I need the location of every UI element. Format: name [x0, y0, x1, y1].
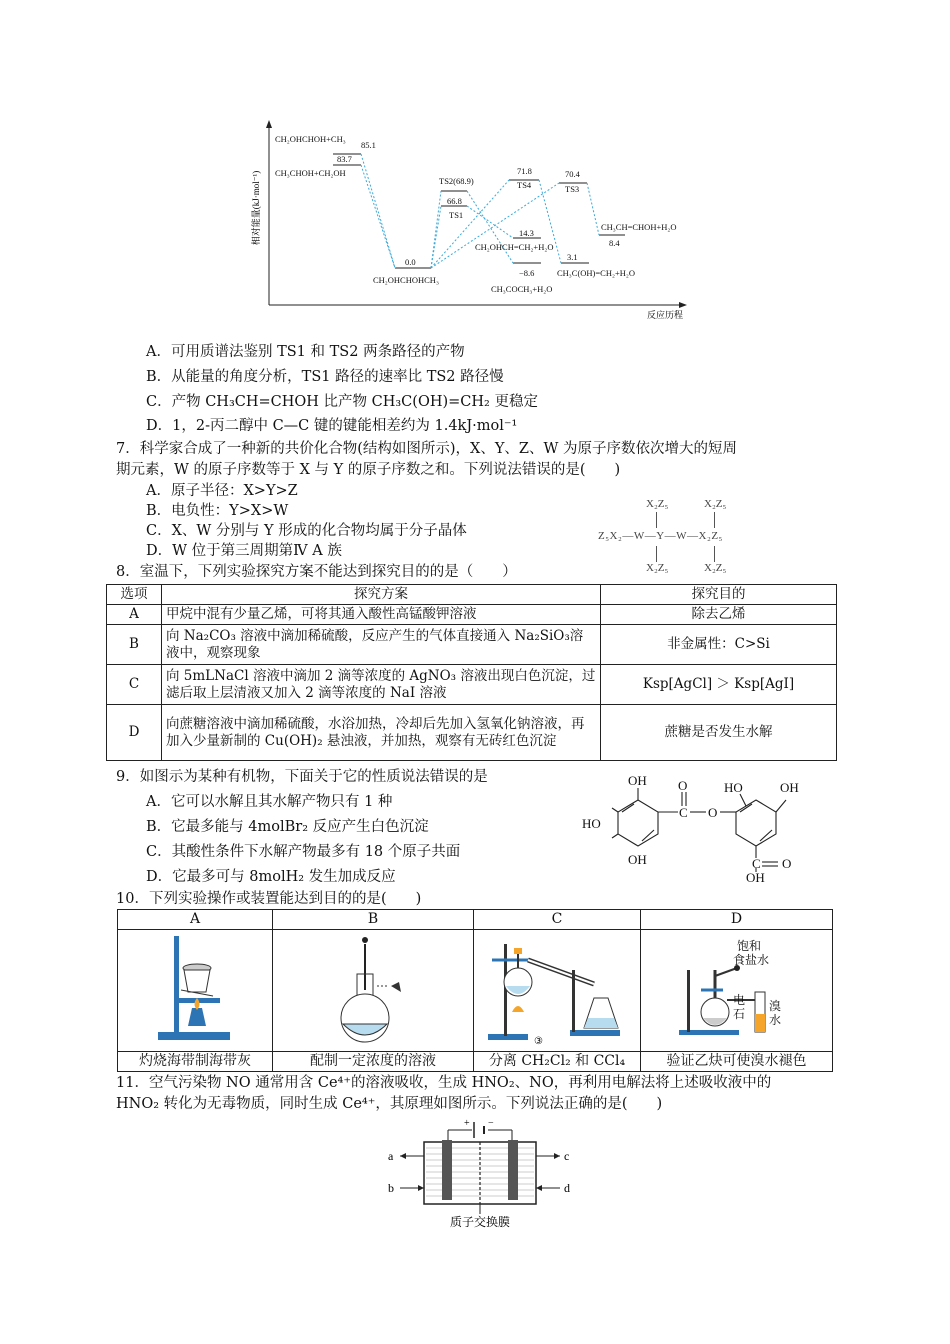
q9-molecule [578, 772, 818, 884]
apparatus-b [273, 930, 474, 1052]
acid-oh: OH [746, 870, 765, 884]
q9-stem: 9．如图示为某种有机物，下面关于它的性质说法错误的是 [116, 769, 488, 785]
label-p84: CH₃CH=CHOH+H₂O [601, 222, 677, 232]
battery-minus: − [488, 1118, 494, 1129]
label-v14: 14.3 [519, 228, 534, 238]
carbonyl-o: O [678, 778, 688, 793]
d-label-br-1: 溴 [769, 999, 782, 1013]
label-v71: 71.8 [517, 166, 532, 176]
q8-table [106, 584, 837, 761]
label-v31: 3.1 [567, 252, 578, 262]
q10-table [117, 909, 833, 1072]
label-p31: CH₃C(OH)=CH₂+H₂O [557, 268, 635, 278]
label-ts4: TS4 [517, 180, 532, 190]
cell: C [107, 665, 162, 705]
q10-header-b: B [273, 910, 474, 930]
d-label-br-2: 水 [769, 1013, 782, 1027]
q8-header-option: 选项 [107, 585, 162, 605]
struct-bottom-right: X₂Z₅ [704, 562, 727, 574]
cell: A [107, 605, 162, 625]
acid-c: C [752, 856, 761, 871]
struct-bond-bottom-left [656, 546, 657, 562]
q11-stem-1: 11．空气污染物 NO 通常用含 Ce⁴⁺的溶液吸收，生成 HNO₂、NO，再利用电解法将上述吸收液中的 [116, 1075, 772, 1091]
cell: 非金属性：C>Si [601, 625, 837, 665]
label-a: a [388, 1149, 394, 1163]
label-v84: 8.4 [609, 238, 620, 248]
q6-option-b: B．从能量的角度分析，TS1 路径的速率比 TS2 路径慢 [146, 369, 504, 385]
table-row [107, 605, 837, 625]
q9-option-a: A．它可以水解且其水解产物只有 1 种 [146, 794, 393, 810]
struct-top-right: X₂Z₅ [704, 498, 727, 510]
caption-a: 灼烧海带制海带灰 [118, 1052, 273, 1072]
q7-option-b: B．电负性：Y>X>W [146, 503, 289, 519]
cell: D [107, 705, 162, 761]
cell: 甲烷中混有少量乙烯，可将其通入酸性高锰酸钾溶液 [162, 605, 601, 625]
label-start-bottom: CH₃CHOH+CH₂OH [275, 168, 346, 178]
q6-option-c: C．产物 CH₃CH=CHOH 比产物 CH₃C(OH)=CH₂ 更稳定 [146, 394, 538, 410]
q10-header-a: A [118, 910, 273, 930]
cell: 向 Na₂CO₃ 溶液中滴加稀硫酸，反应产生的气体直接通入 Na₂SiO₃溶液中，观察现象 [162, 625, 601, 665]
cell: 向蔗糖溶液中滴加稀硫酸，水浴加热，冷却后先加入氢氧化钠溶液，再加入少量新制的 Cu(OH)₂ 悬浊液，并加热，观察有无砖红色沉淀 [162, 705, 601, 761]
label-v83: 83.7 [337, 154, 352, 164]
q7-option-c: C．X、W 分别与 Y 形成的化合物均属于分子晶体 [146, 523, 467, 539]
d-label-stone-1: 电 [733, 993, 746, 1007]
ho-left: HO [582, 816, 601, 831]
x-axis-label: 反应历程 [646, 310, 684, 320]
struct-bond-top-right [714, 512, 715, 528]
label-c: c [564, 1149, 570, 1163]
apparatus-a [118, 930, 273, 1052]
q9-option-c: C．其酸性条件下水解产物最多有 18 个原子共面 [146, 844, 461, 860]
label-v66: 66.8 [447, 196, 462, 206]
q7-option-d: D．W 位于第三周期第Ⅳ A 族 [146, 543, 342, 559]
energy-diagram [245, 118, 705, 323]
cell: 向 5mLNaCl 溶液中滴加 2 滴等浓度的 AgNO₃ 溶液出现白色沉淀，过滤后取上层清液又加入 2 滴等浓度的 NaI 溶液 [162, 665, 601, 705]
apparatus-b-drawing [273, 930, 465, 1046]
oh-top-right: OH [780, 780, 799, 795]
struct-bond-bottom-right [714, 546, 715, 562]
q10-stem: 10．下列实验操作或装置能达到目的的是( ) [116, 891, 422, 907]
q8-header-goal: 探究目的 [601, 585, 837, 605]
label-ts2: TS2(68.9) [439, 176, 474, 186]
table-row [107, 625, 837, 665]
q10-header-d: D [641, 910, 833, 930]
q8-stem: 8．室温下，下列实验探究方案不能达到探究目的的是（ ） [116, 564, 517, 580]
q7-option-a: A．原子半径：X>Y>Z [146, 483, 298, 499]
q10-header-c: C [474, 910, 641, 930]
struct-top-left: X₂Z₅ [646, 498, 669, 510]
label-b: b [388, 1181, 394, 1195]
table-row [107, 665, 837, 705]
caption-b: 配制一定浓度的溶液 [273, 1052, 474, 1072]
table-row [107, 705, 837, 761]
y-axis-label: 相对能量(kJ·mol⁻¹) [251, 170, 261, 246]
label-ts1: TS1 [449, 210, 464, 220]
q7-structure [598, 498, 778, 580]
label-vm86: −8.6 [519, 268, 535, 278]
label-mid: CH₂OHCHOHCH₃ [373, 275, 439, 285]
acid-o: O [782, 856, 792, 871]
label-pm86: CH₃COCH₃+H₂O [491, 284, 553, 294]
oh-top-left: OH [628, 773, 647, 788]
caption-c: 分离 CH₂Cl₂ 和 CCl₄ [474, 1052, 641, 1072]
ho-top-right: HO [724, 780, 743, 795]
apparatus-c-drawing [474, 930, 632, 1046]
cell: 除去乙烯 [601, 605, 837, 625]
x-axis-arrow [679, 302, 687, 308]
label-start-top: CH₂OHCHOH+CH₃ [275, 134, 346, 144]
q7-stem-1: 7．科学家合成了一种新的共价化合物(结构如图所示)，X、Y、Z、W 为原子序数依次增大的短周 [116, 441, 738, 457]
apparatus-c [474, 930, 641, 1052]
apparatus-a-drawing [118, 930, 264, 1046]
cell: B [107, 625, 162, 665]
q8-header-plan: 探究方案 [162, 585, 601, 605]
cell: 蔗糖是否发生水解 [601, 705, 837, 761]
q9-option-b: B．它最多能与 4molBr₂ 反应产生白色沉淀 [146, 819, 429, 835]
label-v85: 85.1 [361, 140, 376, 150]
d-label-water-2: 食盐水 [733, 953, 770, 967]
cell: Ksp[AgCl] ＞ Ksp[AgI] [601, 665, 837, 705]
struct-bottom-left: X₂Z₅ [646, 562, 669, 574]
q7-stem-2: 期元素，W 的原子序数等于 X 与 Y 的原子序数之和。下列说法错误的是( ) [116, 462, 621, 478]
battery-plus: + [464, 1118, 470, 1129]
struct-row: Z₅X₂—W—Y—W—X₂Z₅ [598, 530, 723, 542]
q11-stem-2: HNO₂ 转化为无毒物质，同时生成 Ce⁴⁺，其原理如图所示。下列说法正确的是( ) [116, 1096, 663, 1112]
q6-option-d: D．1，2-丙二醇中 C—C 键的键能相差约为 1.4kJ·mol⁻¹ [146, 418, 518, 434]
q9-option-d: D．它最多可与 8molH₂ 发生加成反应 [146, 869, 396, 885]
label-v70: 70.4 [565, 169, 580, 179]
label-ts3: TS3 [565, 184, 580, 194]
label-membrane: 质子交换膜 [449, 1215, 511, 1229]
d-label-stone-2: 石 [733, 1007, 746, 1021]
carbonyl-c: C [679, 805, 688, 820]
q6-option-a: A．可用质谱法鉴别 TS1 和 TS2 两条路径的产物 [146, 344, 465, 360]
apparatus-c-mark: ③ [534, 1036, 543, 1046]
caption-d: 验证乙炔可使溴水褪色 [641, 1052, 833, 1072]
label-p14: CH₂OHCH=CH₂+H₂O [475, 242, 554, 252]
struct-bond-top-left [656, 512, 657, 528]
ester-o: O [708, 805, 718, 820]
q11-electrolysis-diagram [380, 1118, 580, 1230]
d-label-water-1: 饱和 [737, 939, 762, 953]
label-d: d [564, 1181, 570, 1195]
label-v0: 0.0 [405, 257, 416, 267]
oh-bottom-left: OH [628, 852, 647, 867]
apparatus-d-drawing [641, 930, 831, 1046]
y-axis-arrow [266, 120, 272, 128]
apparatus-d [641, 930, 833, 1052]
